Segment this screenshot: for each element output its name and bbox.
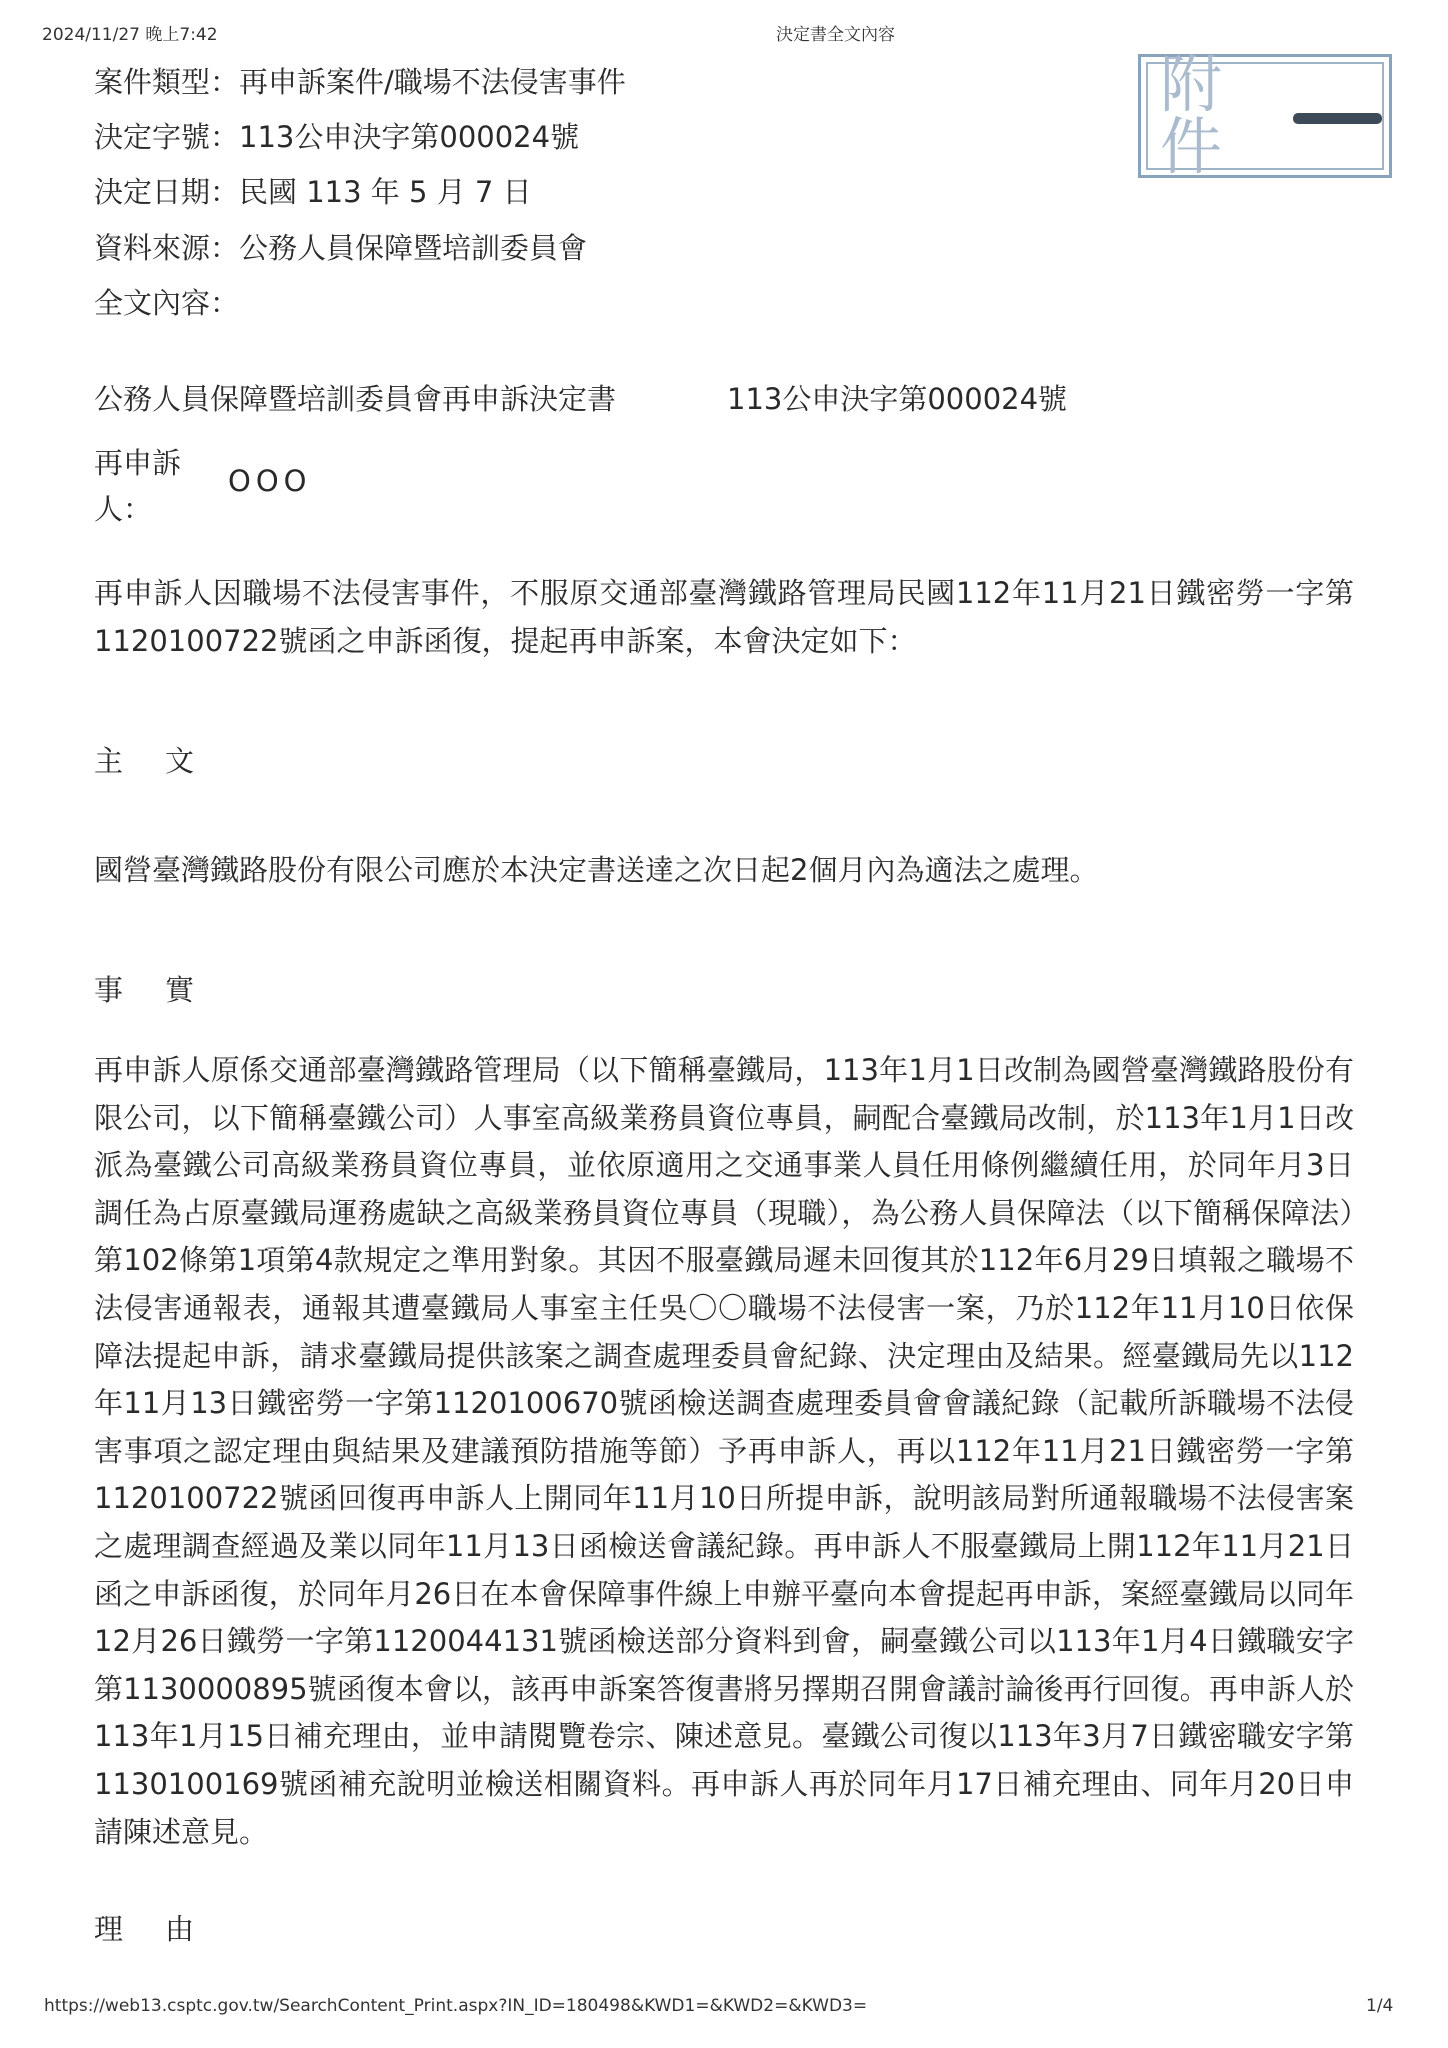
meta-source: [94, 229, 587, 267]
meta-decision-number: [94, 118, 579, 156]
main-text: 國營臺灣鐵路股份有限公司應於本決定書送達之次日起2個月內為適法之處理。: [94, 853, 1099, 887]
page-url: https://web13.csptc.gov.tw/SearchContent_Print.aspx?IN_ID=180498&KWD1=&KWD2=&KWD3=: [44, 1996, 868, 2016]
attachment-stamp: [1138, 48, 1392, 183]
petitioner-label: 再申訴人：: [94, 446, 182, 526]
meta-value: 民國 113 年 5 月 7 日: [239, 175, 532, 209]
facts-heading: 事實: [94, 973, 237, 1007]
meta-label: 案件類型：: [94, 65, 240, 99]
print-page-title: 決定書全文內容: [776, 25, 895, 45]
meta-label: 全文內容：: [94, 286, 240, 320]
document-title: 公務人員保障暨培訓委員會再申訴決定書: [94, 382, 617, 416]
facts-paragraph: 再申訴人原係交通部臺灣鐵路管理局（以下簡稱臺鐵局，113年1月1日改制為國營臺灣鐵路股份有限公司，以下簡稱臺鐵公司）人事室高級業務員資位專員，嗣配合臺鐵局改制，於113年1月1日改派為臺鐵公司高級業務員資位專員，並依原適用之交通事業人員任用條例繼續任用，於同年月3日調任為占原臺鐵局運務處缺之高級業務員資位專員（現職），為公務人員保障法（以下簡稱保障法）第102條第1項第4款規定之準用對象。其因不服臺鐵局遲未回復其於112年6月29日填報之職場不法侵害通報表，通報其遭臺鐵局人事室主任吳〇〇職場不法侵害一案，乃於112年11月10日依保障法提起申訴，請求臺鐵局提供該案之調查處理委員會紀錄、決定理由及結果。經臺鐵局先以112年11月13日鐵密勞一字第1120100670號函檢送調查處理委員會會議紀錄（記載所訴職場不法侵害事項之認定理由與結果及建議預防措施等節）予再申訴人，再以112年11月21日鐵密勞一字第1120100722號函回復再申訴人上開同年11月10日所提申訴，說明該局對所通報職場不法侵害案之處理調查經過及業以同年11月13日函檢送會議紀錄。再申訴人不服臺鐵局上開112年11月21日函之申訴函復，於同年月26日在本會保障事件線上申辦平臺向本會提起再申訴，案經臺鐵局以同年12月26日鐵勞一字第1120044131號函檢送部分資料到會，嗣臺鐵公司以113年1月4日鐵職安字第1130000895號函復本會以，該再申訴案答復書將另擇期召開會議討論後再行回復。再申訴人於113年1月15日補充理由，並申請閱覽卷宗、陳述意見。臺鐵公司復以113年3月7日鐵密職安字第1130100169號函補充說明並檢送相關資料。再申訴人再於同年月17日補充理由、同年月20日申請陳述意見。: [94, 1053, 1354, 1849]
meta-label: 決定日期：: [94, 175, 240, 209]
meta-label: 資料來源：: [94, 231, 240, 265]
meta-value: 再申訴案件/職場不法侵害事件: [239, 65, 626, 99]
meta-label: 決定字號：: [94, 120, 240, 154]
reason-heading: 理由: [94, 1912, 237, 1946]
stamp-numeral-one: [1293, 113, 1382, 124]
petitioner-name: OOO: [228, 464, 312, 498]
page-number: 1/4: [1366, 1996, 1394, 2016]
meta-case-type: [94, 63, 626, 101]
intro-paragraph: 再申訴人因職場不法侵害事件，不服原交通部臺灣鐵路管理局民國112年11月21日鐵密勞一字第1120100722號函之申訴函復，提起再申訴案，本會決定如下：: [94, 576, 1354, 658]
stamp-text: 附件: [1160, 48, 1227, 183]
meta-full-text: [94, 284, 239, 322]
main-heading: 主文: [94, 744, 237, 778]
meta-value: 113公申決字第000024號: [239, 120, 580, 154]
meta-decision-date: [94, 173, 532, 211]
document-number: 113公申決字第000024號: [727, 382, 1068, 416]
print-timestamp: 2024/11/27 晚上7:42: [42, 25, 218, 45]
meta-value: 公務人員保障暨培訓委員會: [239, 231, 588, 265]
